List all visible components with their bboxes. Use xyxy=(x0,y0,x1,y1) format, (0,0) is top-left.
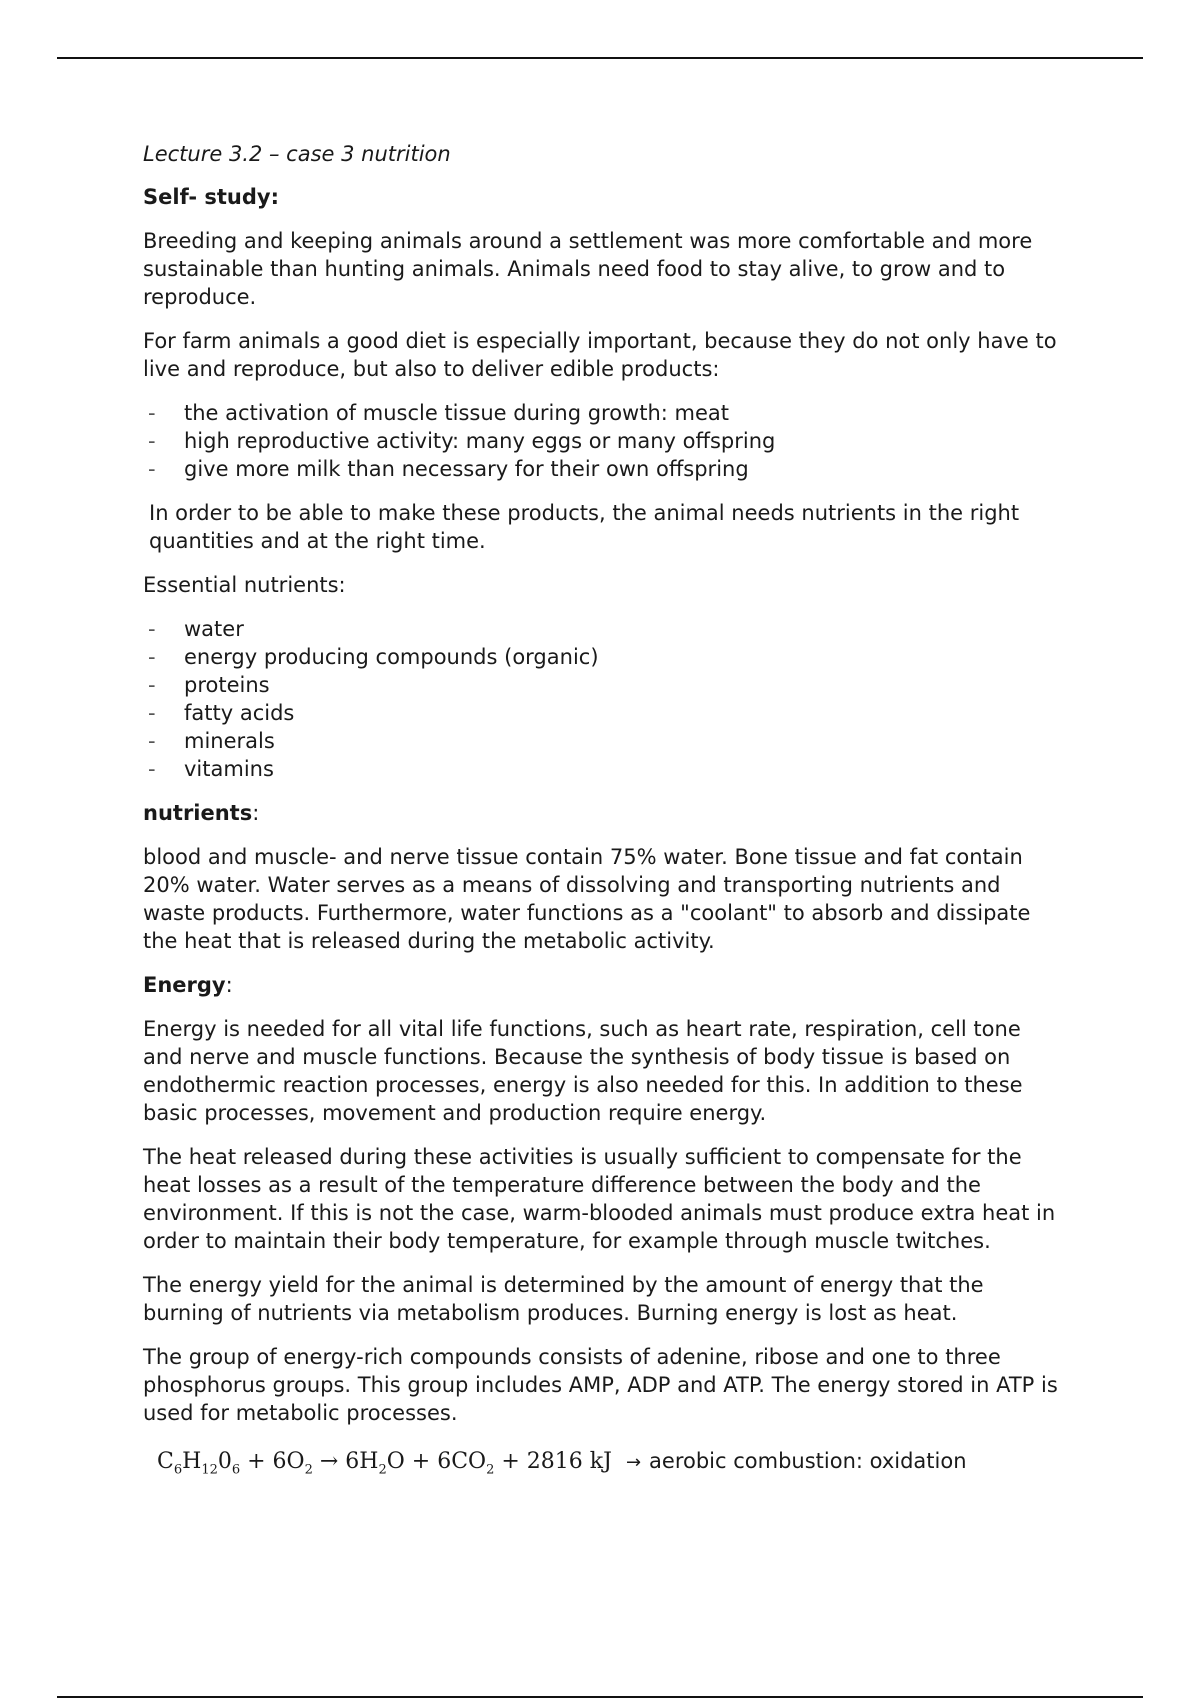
essential-label: Essential nutrients: xyxy=(143,573,346,597)
paragraph-energy-yield: The energy yield for the animal is determined by the amount of energy that the burning of nutrients via metabolism produces. Burning energy is lost as heat. xyxy=(143,1273,984,1325)
list-item: - vitamins xyxy=(143,755,1063,783)
energy-heading-line xyxy=(143,971,1063,999)
right-arrow-icon: → xyxy=(625,1452,642,1473)
products-list xyxy=(143,399,1063,483)
nutrients-heading: nutrients xyxy=(143,801,253,825)
document-body xyxy=(143,140,1063,1484)
paragraph-intro: Breeding and keeping animals around a settlement was more comfortable and more sustainable than hunting animals. Animals need food to stay alive, to grow and to reproduce. xyxy=(143,229,1033,309)
formula-row xyxy=(143,1447,1063,1484)
lecture-title: Lecture 3.2 – case 3 nutrition xyxy=(143,142,451,166)
energy-colon: : xyxy=(225,973,233,997)
list-item: - the activation of muscle tissue during growth: meat xyxy=(143,399,1063,427)
paragraph-water: blood and muscle- and nerve tissue contain 75% water. Bone tissue and fat contain 20% water. Water serves as a means of dissolving and transporting nutrients and waste products. Furthermore, water functions as a "coolant" to absorb and dissipate the heat that is released during the metabolic activity. xyxy=(143,845,1031,953)
header-rule xyxy=(57,57,1143,59)
paragraph-farm-animals: For farm animals a good diet is especially important, because they do not only have to live and reproduce, but also to deliver edible products: xyxy=(143,329,1057,381)
footer-rule xyxy=(57,1696,1143,1698)
formula-note: aerobic combustion: oxidation xyxy=(649,1449,967,1473)
list-item: - high reproductive activity: many eggs or many offspring xyxy=(143,427,1063,455)
paragraph-energy-needs: Energy is needed for all vital life functions, such as heart rate, respiration, cell tone and nerve and muscle functions. Because the synthesis of body tissue is based on endothermic reaction processes, energy is also needed for this. In addition to these basic processes, movement and production require energy. xyxy=(143,1017,1023,1125)
essential-nutrients-list xyxy=(143,615,1063,783)
list-item: - proteins xyxy=(143,671,1063,699)
nutrients-colon: : xyxy=(252,801,260,825)
list-item: - energy producing compounds (organic) xyxy=(143,643,1063,671)
paragraph-heat: The heat released during these activities is usually sufficient to compensate for the heat losses as a result of the temperature difference between the body and the environment. If this is not the case, warm-blooded animals must produce extra heat in order to maintain their body temperature, for example through muscle twitches. xyxy=(143,1145,1056,1253)
list-item: - minerals xyxy=(143,727,1063,755)
energy-heading: Energy xyxy=(143,973,226,997)
self-study-heading: Self- study: xyxy=(143,185,279,209)
paragraph-atp: The group of energy-rich compounds consists of adenine, ribose and one to three phosphorus groups. This group includes AMP, ADP and ATP. The energy stored in ATP is used for metabolic processes. xyxy=(143,1345,1058,1425)
list-item: - give more milk than necessary for their own offspring xyxy=(143,455,1063,483)
list-item: - fatty acids xyxy=(143,699,1063,727)
paragraph-needs: In order to be able to make these products, the animal needs nutrients in the right quantities and at the right time. xyxy=(149,501,1020,553)
nutrients-heading-line xyxy=(143,799,1063,827)
list-item: - water xyxy=(143,615,1063,643)
oxidation-formula: $C_6H_{12}0_6 + 6O_2 \to 6H_2O + 6CO_2 + 2816$ kJ xyxy=(157,1449,612,1478)
